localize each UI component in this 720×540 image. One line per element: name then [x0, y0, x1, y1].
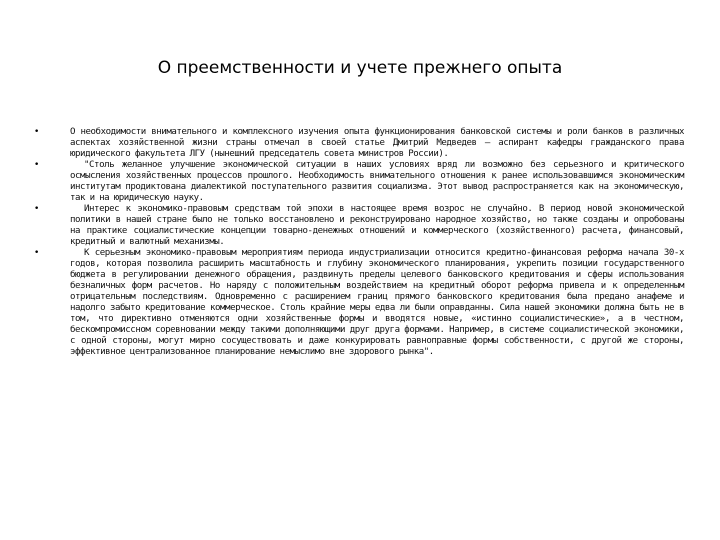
- bullet-item-1: [34, 127, 684, 160]
- bullet-list: [34, 127, 684, 358]
- slide-title: О преемственности и учете прежнего опыта: [157, 58, 563, 78]
- bullet-icon: •: [34, 204, 40, 214]
- bullet-item-3: [34, 204, 684, 248]
- paragraph-text: "Столь желанное улучшение экономической ситуации в наших условиях вряд ли возможно без серьезного и критического осмысления хозяйственных процессов прошлого. Необходимость внимательного отношения к ранее использовавшимся экономическим институтам продиктована диалектикой поступательного развития социализма. Этот вывод распространяется как на экономическую, так и на юридическую науку.: [70, 160, 684, 203]
- paragraph-text: О необходимости внимательного и комплексного изучения опыта функционирования банковской системы и роли банков в различных аспектах хозяйственной жизни страны отмечал в своей статье Дмитрий Медведев — аспирант кафедры гражданского права юридического факультета ЛГУ (нынешний председатель совета министров России).: [70, 127, 684, 159]
- bullet-item-2: [34, 160, 684, 204]
- bullet-icon: •: [34, 248, 40, 258]
- bullet-icon: •: [34, 127, 40, 137]
- paragraph-text: К серьезным экономико-правовым мероприятиям периода индустриализации относится кредитно-финансовая реформа начала 30-х годов, которая позволила расширить масштабность и глубину экономического планирования, укрепить позиции государственного бюджета в регулировании денежного обращения, раздвинуть пределы целевого банковского кредитования и сферы использования безналичных форм расчетов. Но наряду с положительным воздействием на кредитный оборот реформа привела и к определенным отрицательным последствиям. Одновременно с расширением границ прямого банковского кредитования была предано анафеме и надолго забыто кредитование коммерческое. Столь крайние меры едва ли были оправданны. Сила нашей экономики должна быть не в том, что директивно отменяются одни хозяйственные формы и вводятся новые, «истинно социалистические», а в честном, бескомпромиссном соревновании между такими дополняющими друг друга формами. Например, в системе социалистической экономики, с одной стороны, могут мирно сосуществовать и даже конкурировать равноправные формы собственности, с другой же стороны, эффективное централизованное планирование немыслимо вне здорового рынка".: [70, 248, 684, 357]
- bullet-item-4: [34, 248, 684, 358]
- bullet-icon: •: [34, 160, 40, 170]
- paragraph-text: Интерес к экономико-правовым средствам той эпохи в настоящее время возрос не случайно. В период новой экономической политики в нашей стране было не только восстановлено и реконструировано народное хозяйство, но также созданы и опробованы на практике социалистические концепции товарно-денежных отношений и коммерческого (хозяйственного) расчета, финансовый, кредитный и валютный механизмы.: [70, 204, 684, 247]
